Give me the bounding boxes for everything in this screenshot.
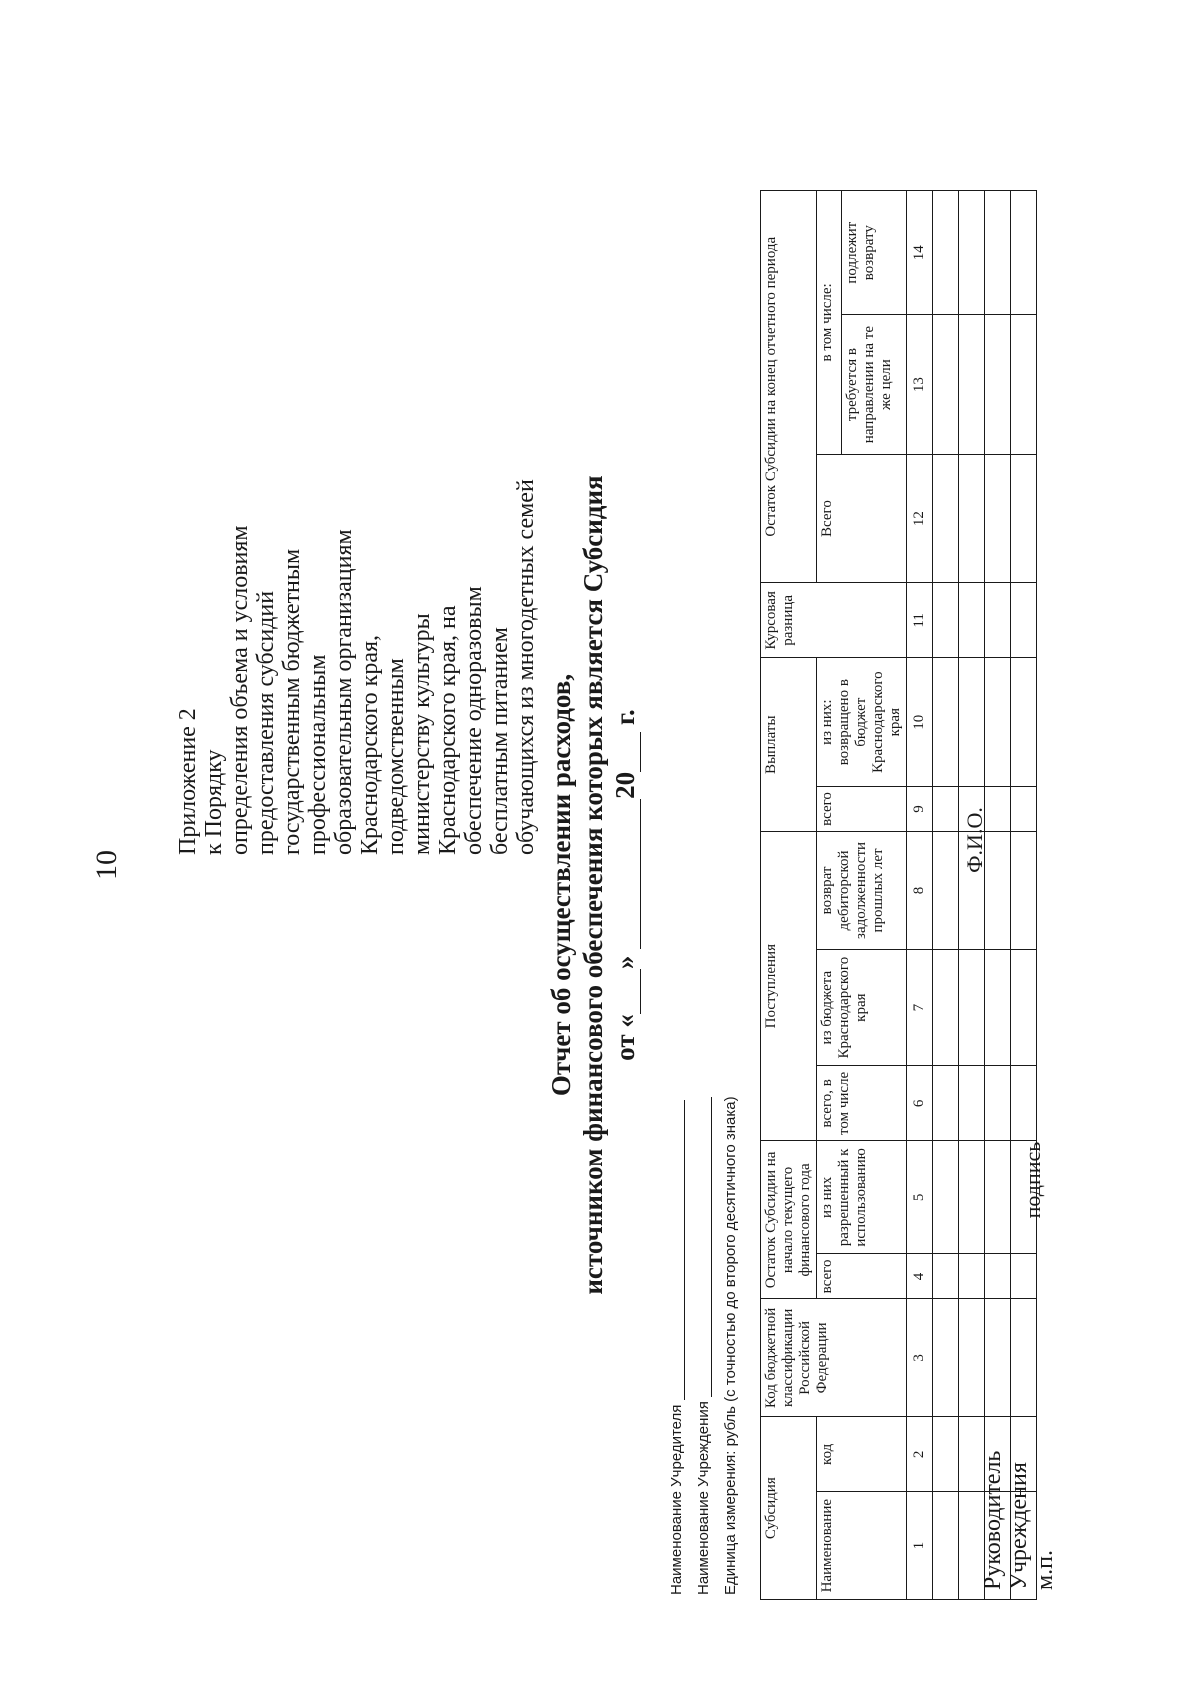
stamp-label: м.п. xyxy=(1032,1549,1058,1590)
appendix-line: предоставления субсидий xyxy=(253,590,279,855)
name-line xyxy=(1010,690,1011,990)
column-number: 8 xyxy=(907,832,933,950)
empty-cell xyxy=(933,658,959,787)
header-cell: Курсовая разница xyxy=(761,583,907,658)
empty-cell xyxy=(933,315,959,454)
header-cell: Остаток Субсидии на начало текущего финансового года xyxy=(761,1141,817,1299)
appendix-line: образовательным организациям xyxy=(331,529,357,855)
column-number: 9 xyxy=(907,786,933,831)
header-cell: Всего xyxy=(817,454,907,583)
empty-cell xyxy=(933,1141,959,1254)
empty-cell xyxy=(933,1417,959,1492)
report-date xyxy=(610,105,641,1665)
column-number: 13 xyxy=(907,315,933,454)
empty-cell xyxy=(933,454,959,583)
institution-field xyxy=(695,1097,712,1595)
unit-label: Единица измерения: рубль (с точностью до второго десятичного знака) xyxy=(722,1096,739,1595)
appendix-line: к Порядку xyxy=(201,749,227,855)
header-cell: Код бюджетной классификации Российской Федерации xyxy=(761,1299,907,1417)
empty-cell xyxy=(933,1254,959,1299)
column-number: 2 xyxy=(907,1417,933,1492)
date-prefix: от « xyxy=(610,1014,640,1061)
header-cell: Субсидия xyxy=(761,1417,817,1600)
column-number: 14 xyxy=(907,191,933,315)
header-cell: всего xyxy=(817,1254,907,1299)
signature-block xyxy=(962,290,1100,1590)
empty-cell xyxy=(933,191,959,315)
signatory-label xyxy=(980,1451,1058,1590)
empty-cell xyxy=(933,583,959,658)
unit-note xyxy=(722,1096,739,1595)
appendix-line: государственным бюджетным xyxy=(279,548,305,855)
header-cell: Остаток Субсидии на конец отчетного периода xyxy=(761,191,817,583)
institution-blank xyxy=(698,1097,712,1397)
empty-cell xyxy=(933,949,959,1065)
header-cell: всего xyxy=(817,786,907,831)
header-cell: подлежит возврату xyxy=(842,191,907,315)
appendix-line: профессиональным xyxy=(305,654,331,855)
appendix-line: бесплатным питанием xyxy=(487,627,513,855)
header-cell: из них: возвращено в бюджет Краснодарского края xyxy=(817,658,907,787)
year-blank xyxy=(619,732,641,772)
founder-blank xyxy=(671,1100,685,1400)
page-number: 10 xyxy=(90,850,123,880)
appendix-note xyxy=(175,135,539,855)
column-number: 6 xyxy=(907,1066,933,1141)
column-number: 5 xyxy=(907,1141,933,1254)
appendix-line: определения объема и условиям xyxy=(227,525,253,855)
column-number: 4 xyxy=(907,1254,933,1299)
rotated-document-page xyxy=(70,105,1110,1665)
header-cell: код xyxy=(817,1417,907,1492)
month-blank xyxy=(619,799,641,949)
header-cell: в том числе: xyxy=(817,191,842,455)
head-label-2: Учреждения xyxy=(1006,1462,1032,1590)
column-number: 11 xyxy=(907,583,933,658)
appendix-line: обеспечение одноразовым xyxy=(461,586,487,855)
empty-cell xyxy=(933,1299,959,1417)
date-mid: » xyxy=(610,955,640,970)
appendix-line: Краснодарского края, на xyxy=(435,605,461,855)
signature-line xyxy=(1010,1040,1011,1320)
appendix-line: Краснодарского края, xyxy=(357,634,383,855)
day-blank xyxy=(619,969,641,1014)
header-cell: Поступления xyxy=(761,832,817,1141)
name-caption: Ф.И.О. xyxy=(962,807,987,873)
column-number: 3 xyxy=(907,1299,933,1417)
header-cell: Наименование xyxy=(817,1492,907,1600)
title-line-1: Отчет об осуществлении расходов, xyxy=(546,673,576,1097)
year-prefix: 20 xyxy=(610,771,640,799)
header-cell: требуется в направлении на те же цели xyxy=(842,315,907,454)
empty-cell xyxy=(933,832,959,950)
head-label: Руководитель xyxy=(980,1450,1006,1590)
header-row-1 xyxy=(761,191,817,1600)
column-number: 1 xyxy=(907,1492,933,1600)
empty-cell xyxy=(933,786,959,831)
column-number-row xyxy=(907,191,933,1600)
title-line-2: источником финансового обеспечения которых является Субсидия xyxy=(578,475,608,1295)
founder-field xyxy=(668,1100,685,1595)
year-suffix: г. xyxy=(610,709,640,726)
header-cell: возврат дебиторской задолженности прошлых лет xyxy=(817,832,907,950)
column-number: 10 xyxy=(907,658,933,787)
founder-label: Наименование Учредителя xyxy=(668,1404,685,1595)
appendix-line: Приложение 2 xyxy=(175,708,201,855)
column-number: 12 xyxy=(907,454,933,583)
empty-cell xyxy=(933,1492,959,1600)
header-cell: всего, в том числе xyxy=(817,1066,907,1141)
appendix-line: подведомственным xyxy=(383,658,409,855)
header-cell: из бюджета Краснодарского края xyxy=(817,949,907,1065)
header-cell: Выплаты xyxy=(761,658,817,832)
institution-label: Наименование Учреждения xyxy=(695,1401,712,1595)
appendix-line: министерству культуры xyxy=(409,613,435,855)
column-number: 7 xyxy=(907,949,933,1065)
empty-cell xyxy=(933,1066,959,1141)
appendix-line: обучающихся из многодетных семей xyxy=(513,479,539,855)
report-title xyxy=(545,105,609,1665)
header-cell: из них разрешенный к использованию xyxy=(817,1141,907,1254)
empty-row xyxy=(933,191,959,1600)
signature-caption: подпись xyxy=(1020,1141,1045,1219)
